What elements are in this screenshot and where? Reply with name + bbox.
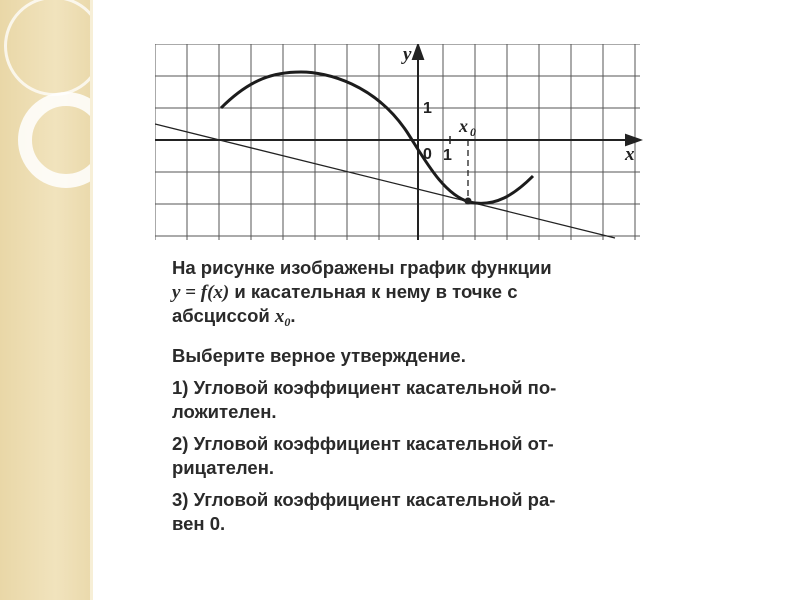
decorative-ring: [18, 92, 114, 188]
abscissa-variable: x: [274, 306, 285, 327]
tangent-line: [155, 124, 615, 238]
decorative-ring: [4, 0, 104, 96]
question-prompt: Выберите верное утверждение.: [172, 344, 466, 366]
y-unit-label: 1: [423, 100, 432, 117]
function-graph: [155, 44, 675, 244]
y-axis-arrow: [413, 45, 423, 59]
answer-option-2: [172, 432, 672, 479]
x-unit-label: 1: [443, 147, 452, 164]
statement-line-1: На рисунке изображены график функции: [172, 257, 552, 278]
function-formula: y = f(x): [172, 281, 230, 303]
option-2-line-1: 2) Угловой коэффициент касательной от-: [172, 433, 554, 454]
statement-period: .: [290, 305, 296, 326]
decorative-side-strip: [0, 0, 93, 600]
answer-option-1: [172, 376, 672, 423]
problem-text: [172, 256, 672, 535]
y-axis-label: y: [403, 44, 412, 65]
x0-subscript: 0: [470, 125, 476, 139]
x-axis-label: x: [625, 144, 635, 165]
statement-line-2: и касательная к нему в точке с: [229, 280, 518, 302]
option-3-line-2: вен 0.: [172, 512, 226, 534]
statement-line-3: абсциссой: [172, 305, 275, 326]
abscissa-subscript: 0: [284, 315, 291, 329]
tangency-point: [465, 198, 472, 205]
option-1-line-2: ложителен.: [172, 400, 277, 422]
problem-statement: [172, 256, 672, 335]
answer-option-3: [172, 488, 672, 535]
option-3-line-1: 3) Угловой коэффициент касательной ра-: [172, 489, 556, 510]
x0-label: x: [459, 116, 468, 136]
function-curve: [221, 72, 533, 203]
option-1-line-1: 1) Угловой коэффициент касательной по-: [172, 377, 557, 398]
option-2-line-2: рицателен.: [172, 456, 275, 478]
origin-label: 0: [423, 146, 432, 163]
